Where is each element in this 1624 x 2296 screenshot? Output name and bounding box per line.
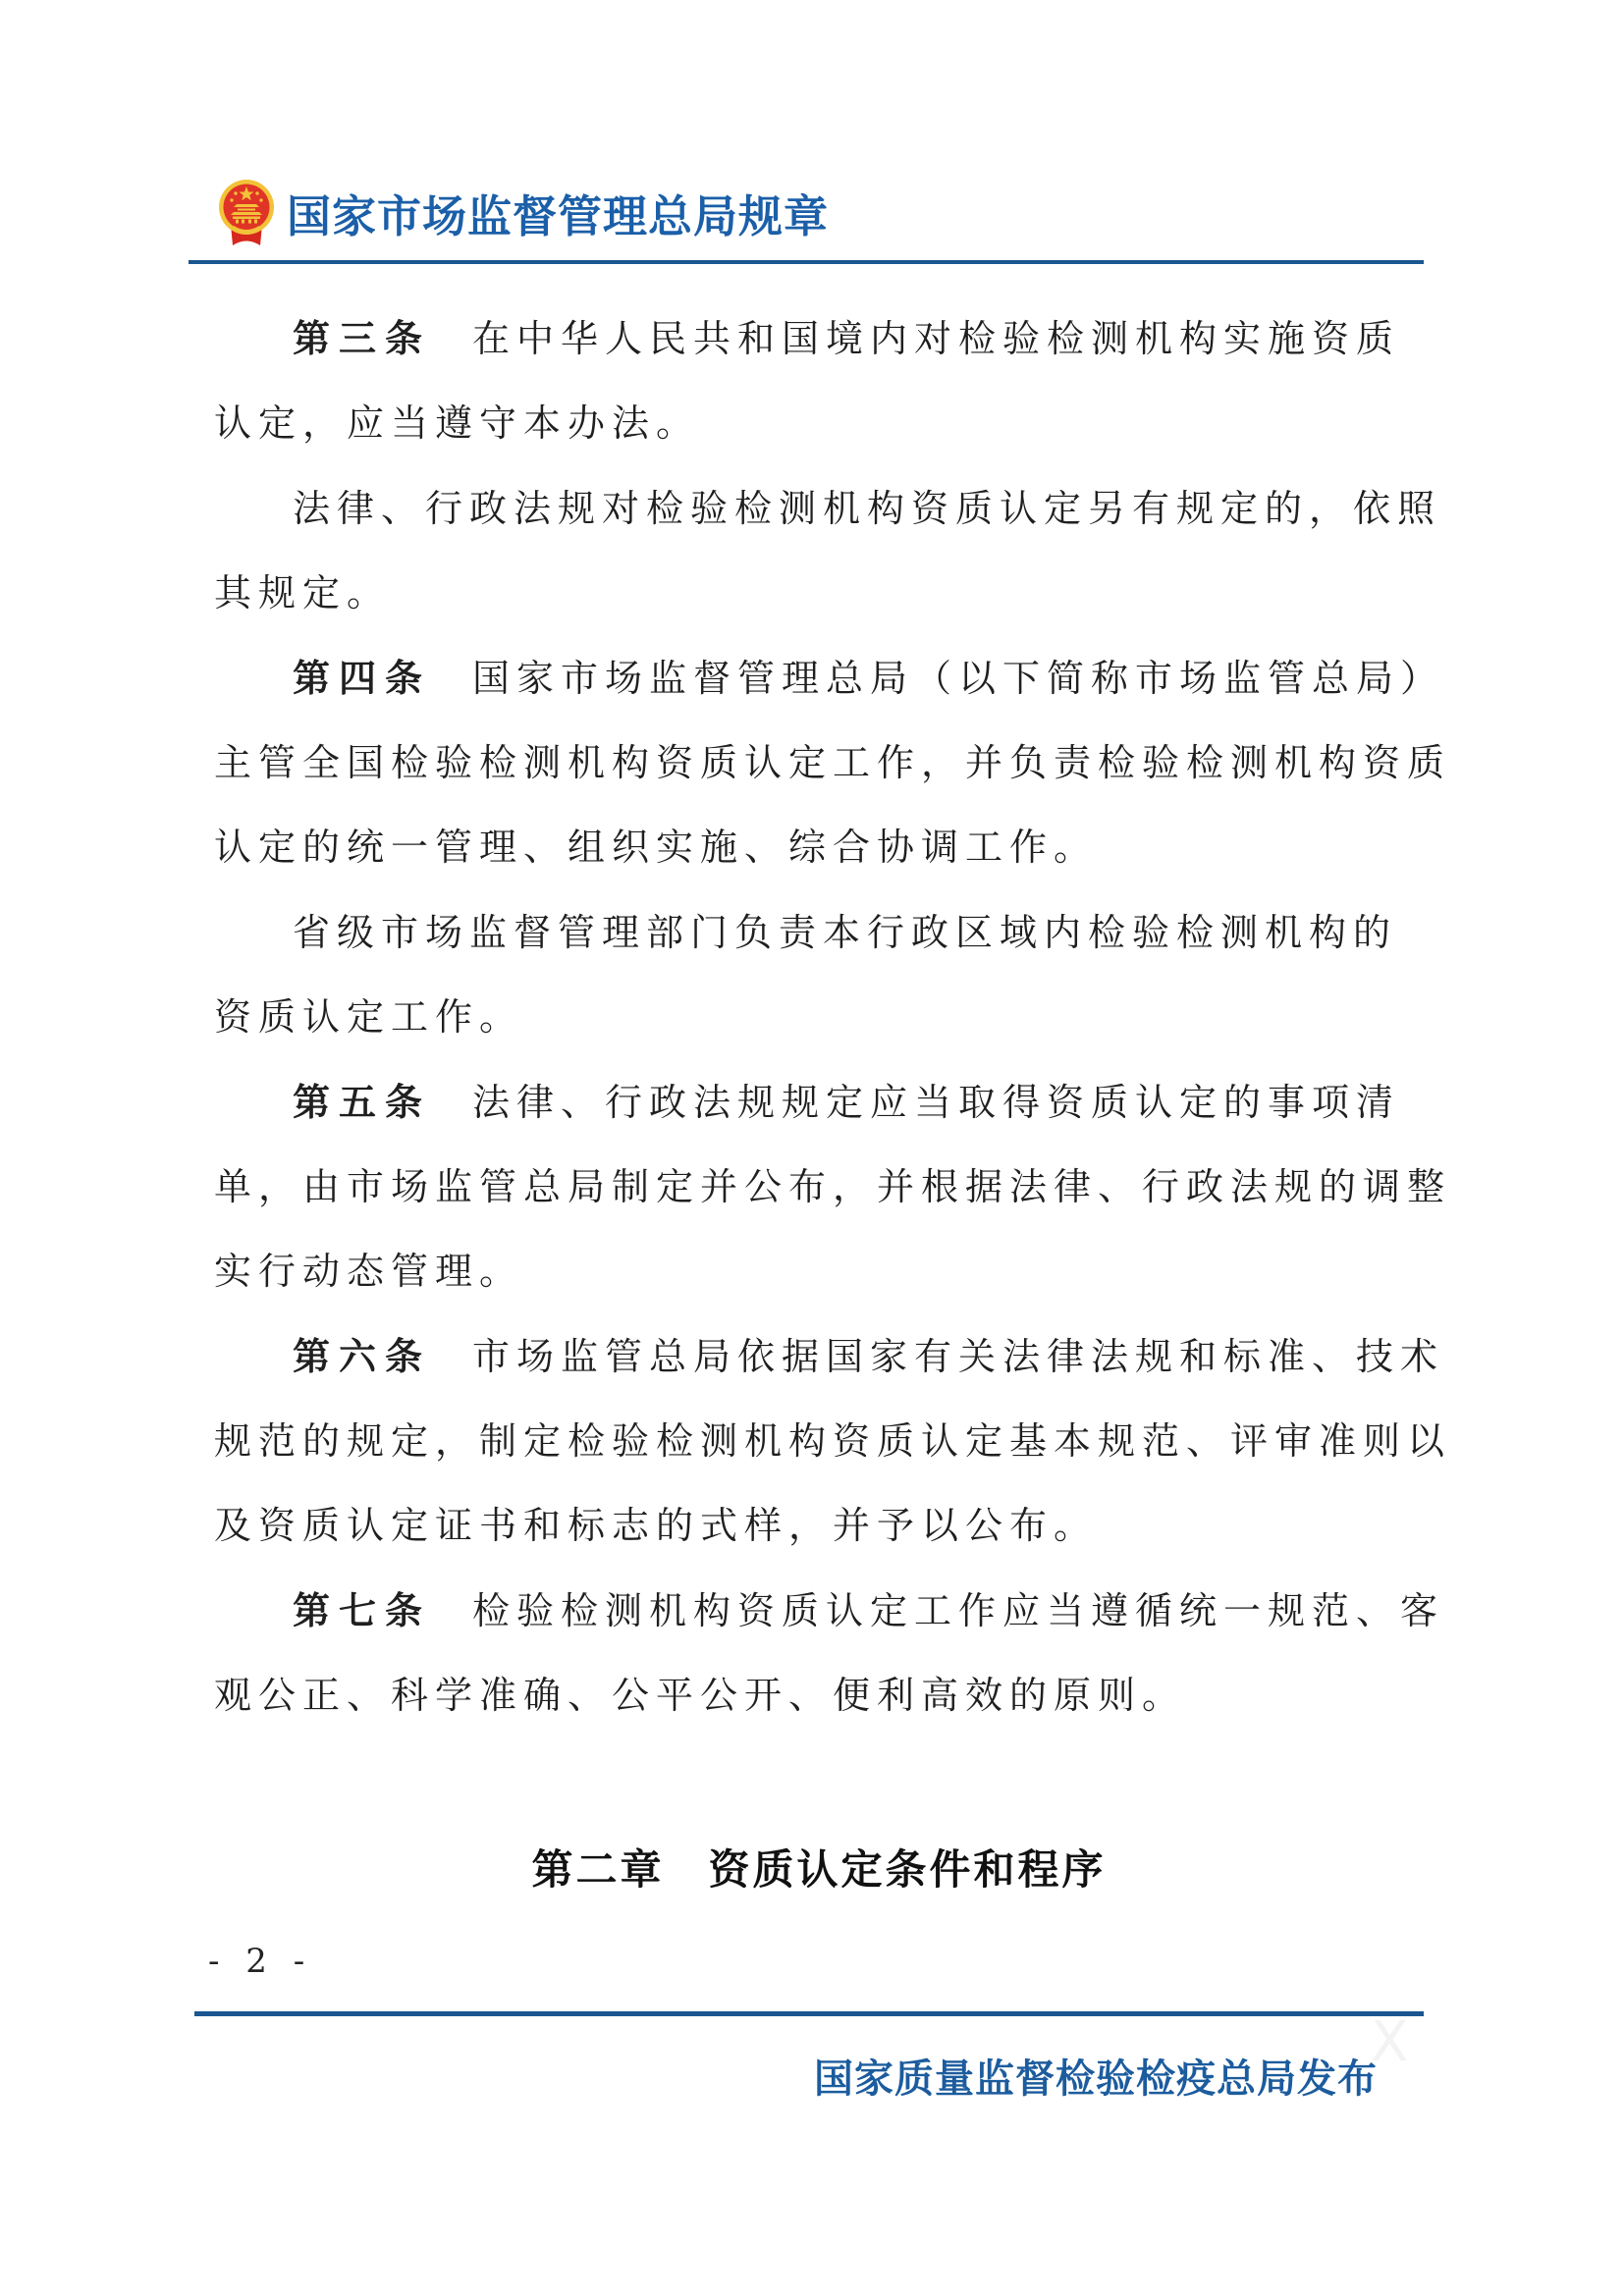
body-line-text: 单，由市场监管总局制定并公布，并根据法律、行政法规的调整 <box>214 1164 1452 1208</box>
body-line-text: 实行动态管理。 <box>214 1250 524 1294</box>
body-line <box>214 381 1432 465</box>
page-title: 国家市场监督管理总局规章 <box>287 189 830 242</box>
body-line-text: 认定，应当遵守本办法。 <box>214 401 701 446</box>
chapter-heading: 第二章 资质认定条件和程序 <box>531 1845 1107 1894</box>
publisher-line: 国家质量监督检验检疫总局发布 <box>814 2056 1378 2102</box>
body-line <box>214 1483 1432 1568</box>
body-line-text: 资质认定工作。 <box>214 995 524 1040</box>
body-line-text: 国家市场监督管理总局（以下简称市场监管总局） <box>472 656 1445 700</box>
body-line-text: 法律、行政法规对检验检测机构资质认定另有规定的，依照 <box>293 486 1442 530</box>
body-line-text: 省级市场监督管理部门负责本行政区域内检验检测机构的 <box>293 910 1398 954</box>
article-number: 第七条 <box>293 1588 432 1632</box>
body-line-text: 认定的统一管理、组织实施、综合协调工作。 <box>214 826 1099 870</box>
article-number: 第五条 <box>293 1080 432 1124</box>
body-line <box>214 636 1445 721</box>
body-line-text: 法律、行政法规规定应当取得资质认定的事项清 <box>472 1080 1401 1124</box>
page-header <box>218 177 829 247</box>
document-body <box>214 296 1452 1738</box>
body-line-text: 检验检测机构资质认定工作应当遵循统一规范、客 <box>472 1588 1445 1632</box>
body-line <box>214 551 1432 635</box>
page-number: - 2 - <box>208 1942 313 1981</box>
body-line <box>214 1399 1452 1483</box>
body-line <box>214 296 1432 381</box>
body-line-text: 规范的规定，制定检验检测机构资质认定基本规范、评审准则以 <box>214 1419 1452 1464</box>
body-line-text: 在中华人民共和国境内对检验检测机构实施资质 <box>472 317 1401 360</box>
body-line <box>214 1569 1445 1653</box>
footer-divider <box>194 2011 1424 2016</box>
article-number: 第三条 <box>293 317 432 360</box>
body-line <box>214 890 1432 975</box>
body-line <box>214 466 1442 551</box>
body-line-text: 及资质认定证书和标志的式样，并予以公布。 <box>214 1504 1099 1548</box>
body-line <box>214 975 1432 1059</box>
body-line <box>214 1653 1432 1737</box>
body-line-text: 观公正、科学准确、公平公开、便利高效的原则。 <box>214 1674 1187 1718</box>
body-line <box>214 1145 1452 1229</box>
article-number: 第六条 <box>293 1334 432 1378</box>
body-line <box>214 721 1452 805</box>
header-divider <box>189 260 1424 264</box>
body-line <box>214 1314 1445 1399</box>
body-line-text: 其规定。 <box>214 571 392 615</box>
article-number: 第四条 <box>293 656 432 700</box>
body-line-text: 主管全国检验检测机构资质认定工作，并负责检验检测机构资质 <box>214 740 1452 784</box>
watermark-x: X <box>1371 2010 1409 2074</box>
body-line <box>214 805 1432 889</box>
national-emblem-icon <box>218 178 275 247</box>
body-line-text: 市场监管总局依据国家有关法律法规和标准、技术 <box>472 1334 1445 1378</box>
body-line <box>214 1060 1432 1145</box>
body-line <box>214 1229 1432 1313</box>
